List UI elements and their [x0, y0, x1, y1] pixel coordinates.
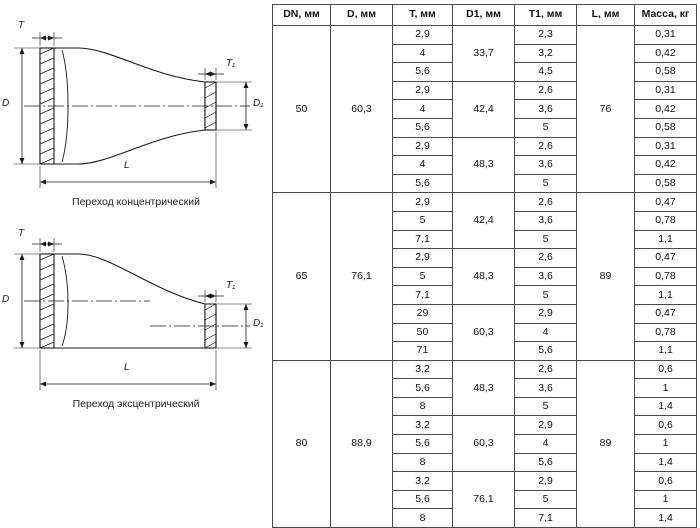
- cell-t: 29: [393, 304, 453, 323]
- cell-mass: 0,42: [635, 156, 697, 175]
- cell-mass: 0,78: [635, 323, 697, 342]
- label-D1: D₁: [253, 318, 264, 329]
- cell-mass: 1: [635, 435, 697, 454]
- table-header-row: [273, 5, 697, 26]
- cell-d: 88,9: [331, 360, 393, 527]
- cell-t: 4: [393, 100, 453, 119]
- table-row: [273, 193, 697, 212]
- cell-t: 8: [393, 397, 453, 416]
- label-L: L: [124, 160, 130, 171]
- label-T1: T₁: [226, 280, 236, 291]
- header-d: D, мм: [331, 5, 393, 26]
- cell-t1: 5: [515, 118, 577, 137]
- label-T: T: [18, 20, 25, 31]
- cell-t1: 3,6: [515, 267, 577, 286]
- cell-l: 76: [577, 26, 635, 193]
- cell-t1: 4: [515, 323, 577, 342]
- cell-t: 2,9: [393, 249, 453, 268]
- cell-t: 5: [393, 267, 453, 286]
- cell-mass: 0,78: [635, 267, 697, 286]
- cell-mass: 0,6: [635, 472, 697, 491]
- spec-table: [272, 4, 697, 528]
- cell-mass: 1,4: [635, 397, 697, 416]
- label-D1: D₁: [253, 98, 264, 109]
- label-T: T: [18, 228, 25, 239]
- cell-t1: 3,6: [515, 379, 577, 398]
- cell-t1: 5: [515, 230, 577, 249]
- caption-concentric: Переход концентрический: [72, 196, 200, 208]
- cell-t: 7,1: [393, 230, 453, 249]
- cell-mass: 0,31: [635, 81, 697, 100]
- cell-d1: 42,4: [453, 193, 515, 249]
- cell-mass: 0,47: [635, 249, 697, 268]
- cell-t1: 5,6: [515, 453, 577, 472]
- label-T1: T₁: [226, 58, 236, 69]
- table-body: [273, 26, 697, 528]
- cell-d1: 60,3: [453, 416, 515, 472]
- cell-mass: 1: [635, 379, 697, 398]
- cell-mass: 1,1: [635, 230, 697, 249]
- drawing-eccentric: [0, 228, 272, 438]
- cell-d1: 48,3: [453, 137, 515, 193]
- cell-mass: 0,6: [635, 416, 697, 435]
- concentric-drawing-svg: [0, 18, 272, 194]
- cell-mass: 1,1: [635, 286, 697, 305]
- label-L: L: [124, 362, 130, 373]
- header-l: L, мм: [577, 5, 635, 26]
- cell-t: 3,2: [393, 472, 453, 491]
- cell-t1: 2,6: [515, 81, 577, 100]
- cell-t: 5,6: [393, 63, 453, 82]
- header-mass: Масса, кг: [635, 5, 697, 26]
- eccentric-drawing-svg: [0, 228, 272, 404]
- cell-d1: 60,3: [453, 304, 515, 360]
- cell-t: 4: [393, 44, 453, 63]
- header-d1: D1, мм: [453, 5, 515, 26]
- cell-t1: 2,6: [515, 193, 577, 212]
- drawings-panel: [0, 0, 272, 450]
- cell-d1: 48,3: [453, 360, 515, 416]
- cell-t: 4: [393, 156, 453, 175]
- cell-t1: 5: [515, 174, 577, 193]
- cell-t: 3,2: [393, 360, 453, 379]
- cell-t1: 2,6: [515, 249, 577, 268]
- cell-d: 60,3: [331, 26, 393, 193]
- cell-d1: 33,7: [453, 26, 515, 82]
- drawing-concentric: [0, 18, 272, 218]
- cell-d1: 48,3: [453, 249, 515, 305]
- cell-mass: 0,47: [635, 304, 697, 323]
- cell-mass: 1,4: [635, 453, 697, 472]
- cell-t1: 4: [515, 435, 577, 454]
- cell-t: 50: [393, 323, 453, 342]
- cell-t: 2,9: [393, 81, 453, 100]
- caption-eccentric: Переход эксцентрический: [72, 398, 200, 410]
- cell-t: 5: [393, 211, 453, 230]
- cell-mass: 0,58: [635, 63, 697, 82]
- header-dn: DN, мм: [273, 5, 331, 26]
- cell-t1: 2,9: [515, 416, 577, 435]
- cell-t: 2,9: [393, 193, 453, 212]
- cell-t: 8: [393, 453, 453, 472]
- cell-t: 5,6: [393, 379, 453, 398]
- cell-t: 2,9: [393, 26, 453, 45]
- cell-t: 8: [393, 509, 453, 528]
- cell-t1: 3,2: [515, 44, 577, 63]
- cell-t1: 2,3: [515, 26, 577, 45]
- cell-mass: 0,47: [635, 193, 697, 212]
- cell-t1: 2,6: [515, 360, 577, 379]
- cell-t1: 5: [515, 397, 577, 416]
- cell-mass: 0,31: [635, 26, 697, 45]
- cell-mass: 0,42: [635, 100, 697, 119]
- cell-t1: 5: [515, 286, 577, 305]
- cell-t1: 5: [515, 490, 577, 509]
- cell-l: 89: [577, 360, 635, 527]
- cell-mass: 1,4: [635, 509, 697, 528]
- table-row: [273, 360, 697, 379]
- cell-t1: 2,6: [515, 137, 577, 156]
- cell-t1: 2,9: [515, 472, 577, 491]
- cell-t: 7,1: [393, 286, 453, 305]
- header-t: T, мм: [393, 5, 453, 26]
- spec-table-panel: [272, 4, 696, 528]
- cell-t1: 7,1: [515, 509, 577, 528]
- cell-t: 5,6: [393, 118, 453, 137]
- label-D: D: [2, 294, 10, 305]
- cell-mass: 1: [635, 490, 697, 509]
- cell-t: 5,6: [393, 490, 453, 509]
- cell-t1: 3,6: [515, 211, 577, 230]
- cell-t: 5,6: [393, 174, 453, 193]
- cell-t: 71: [393, 342, 453, 361]
- label-D: D: [2, 98, 10, 109]
- cell-t1: 4,5: [515, 63, 577, 82]
- cell-mass: 0,78: [635, 211, 697, 230]
- cell-mass: 1,1: [635, 342, 697, 361]
- cell-d1: 42,4: [453, 81, 515, 137]
- cell-mass: 0,42: [635, 44, 697, 63]
- header-t1: T1, мм: [515, 5, 577, 26]
- cell-dn: 80: [273, 360, 331, 527]
- cell-t: 3,2: [393, 416, 453, 435]
- cell-dn: 65: [273, 193, 331, 360]
- cell-l: 89: [577, 193, 635, 360]
- table-row: [273, 26, 697, 45]
- cell-t1: 3,6: [515, 100, 577, 119]
- cell-d: 76,1: [331, 193, 393, 360]
- cell-t1: 3,6: [515, 156, 577, 175]
- cell-mass: 0,58: [635, 174, 697, 193]
- cell-t: 2,9: [393, 137, 453, 156]
- cell-mass: 0,6: [635, 360, 697, 379]
- cell-t1: 2,9: [515, 304, 577, 323]
- cell-dn: 50: [273, 26, 331, 193]
- cell-t: 5,6: [393, 435, 453, 454]
- cell-t1: 5,6: [515, 342, 577, 361]
- cell-mass: 0,58: [635, 118, 697, 137]
- cell-mass: 0,31: [635, 137, 697, 156]
- cell-d1: 76,1: [453, 472, 515, 528]
